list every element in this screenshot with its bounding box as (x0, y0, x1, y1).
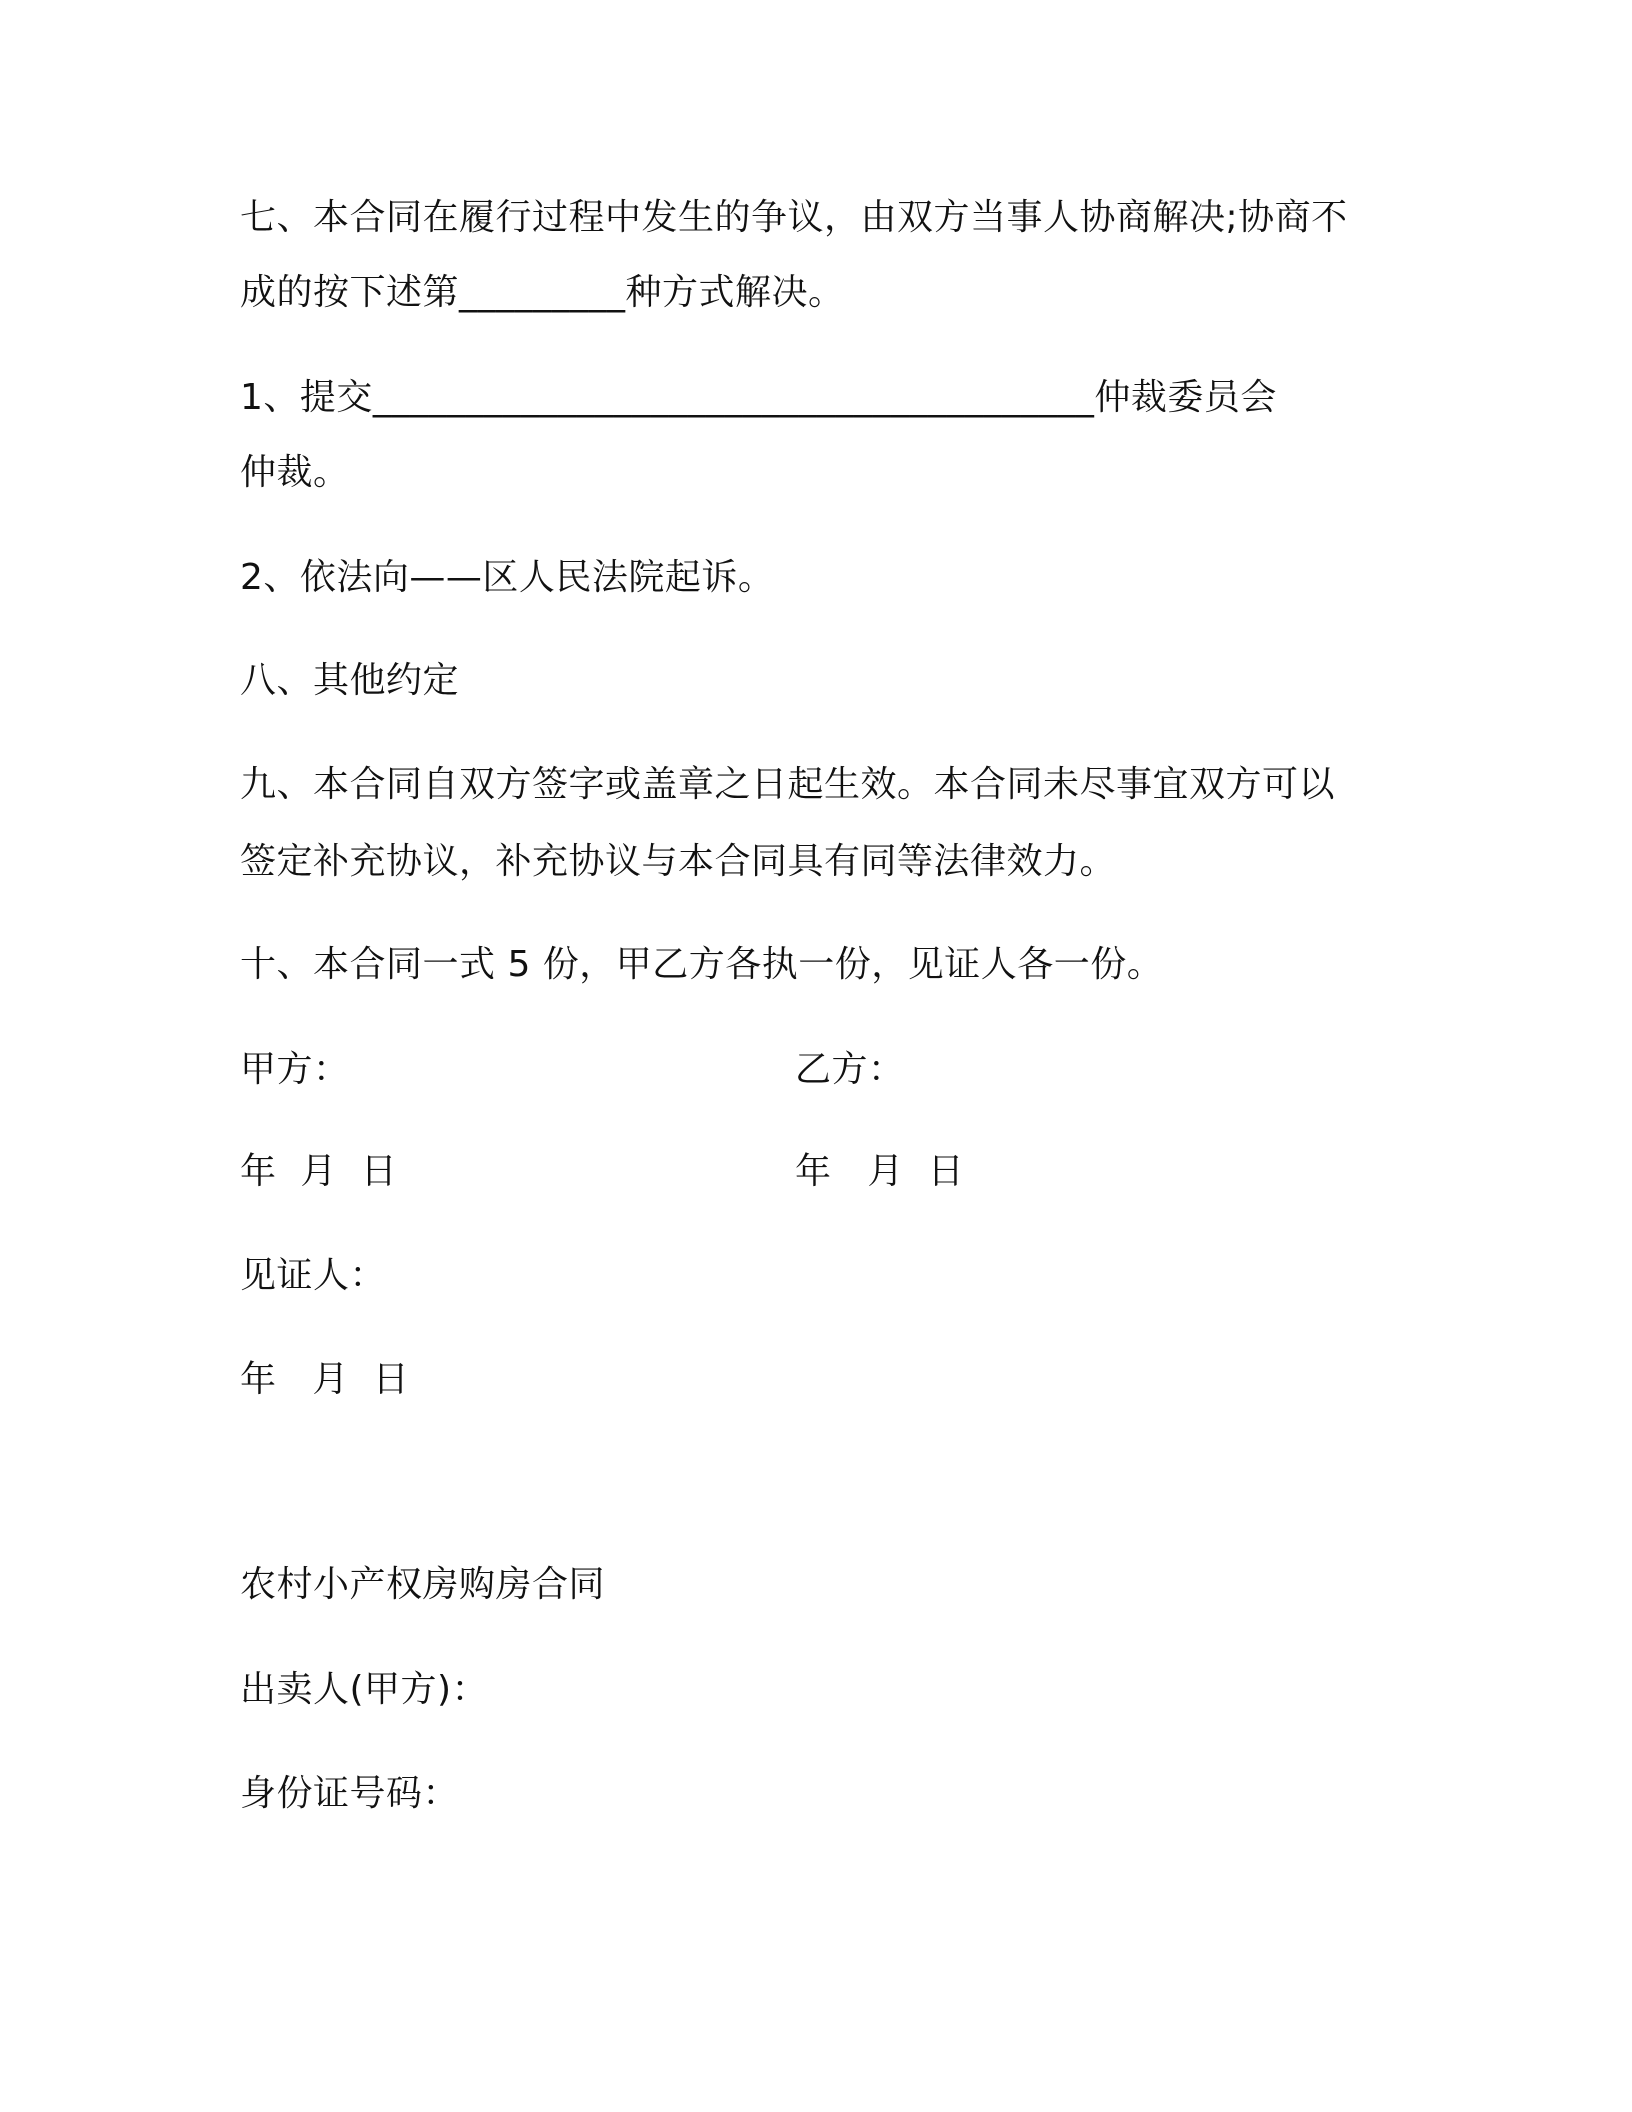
party-a-label: 甲方： (240, 1049, 350, 1090)
party-a-date: 年 月 日 (240, 1151, 398, 1192)
witness-label: 见证人： (240, 1255, 387, 1296)
option-2: 2、依法向——区人民法院起诉。 (240, 557, 775, 598)
id-number-label: 身份证号码： (240, 1773, 460, 1814)
clause-9-line-1: 九、本合同自双方签字或盖章之日起生效。本合同未尽事宜双方可以 (240, 764, 1336, 805)
next-contract-title: 农村小产权房购房合同 (240, 1564, 606, 1605)
clause-7-line-1: 七、本合同在履行过程中发生的争议，由双方当事人协商解决;协商不 (240, 197, 1348, 238)
clause-7-line-2: 成的按下述第_________种方式解决。 (240, 272, 845, 313)
clause-9-line-2: 签定补充协议，补充协议与本合同具有同等法律效力。 (240, 841, 1117, 882)
witness-date: 年 月 日 (240, 1359, 410, 1400)
option-1-line-2: 仲裁。 (240, 452, 350, 493)
party-b-label: 乙方： (795, 1049, 905, 1090)
seller-label: 出卖人(甲方)： (240, 1669, 489, 1710)
option-1-line-1: 1、提交_______________________________________仲裁委员会 (240, 377, 1277, 418)
clause-10: 十、本合同一式 5 份，甲乙方各执一份，见证人各一份。 (240, 944, 1164, 985)
party-b-date: 年 月 日 (795, 1151, 965, 1192)
clause-8: 八、其他约定 (240, 660, 460, 701)
